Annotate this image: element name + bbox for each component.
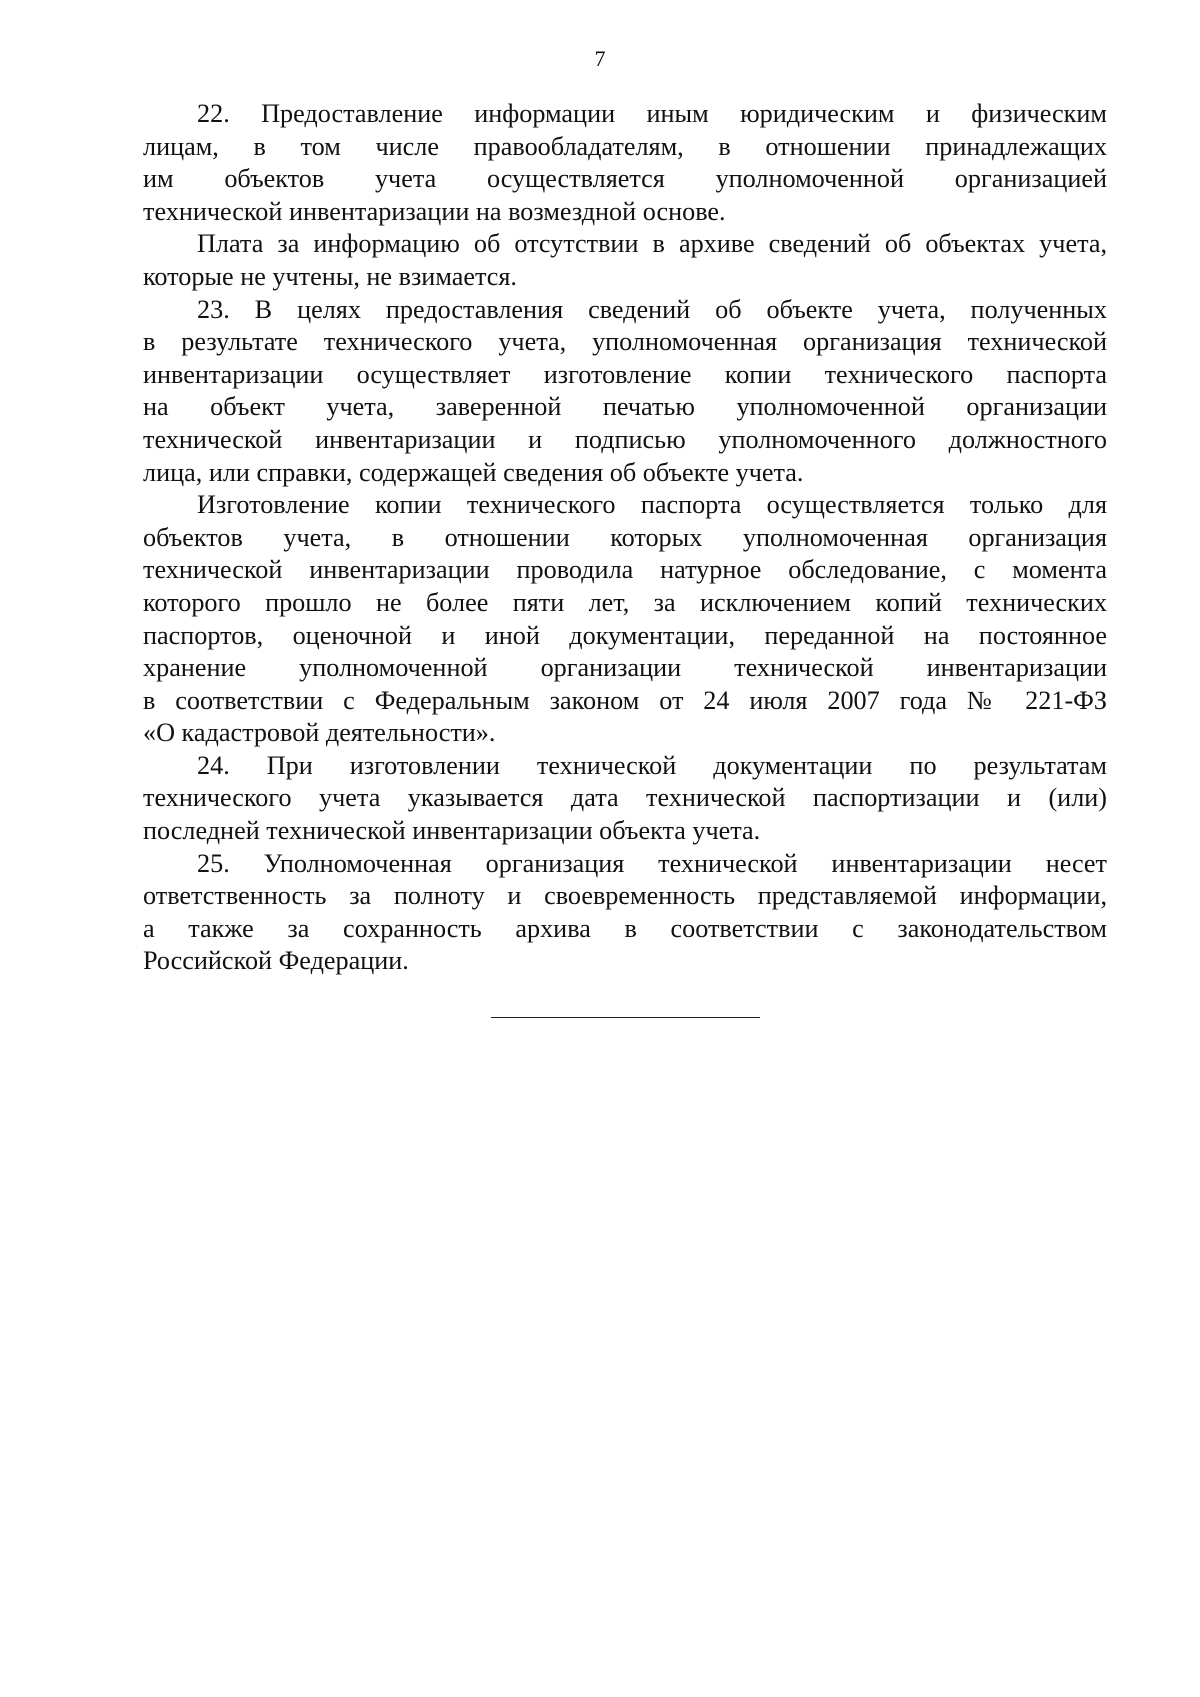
- paragraph-24: [143, 750, 1107, 848]
- text-line: которого прошло не более пяти лет, за исключением копий технических: [143, 587, 1107, 617]
- text-line: которые не учтены, не взимается.: [143, 261, 517, 291]
- text-line: Плата за информацию об отсутствии в архиве сведений об объектах учета,: [197, 229, 1107, 259]
- text-line: на объект учета, заверенной печатью уполномоченной организации: [143, 392, 1107, 422]
- text-line: в соответствии с Федеральным законом от 24 июля 2007 года № 221-ФЗ: [143, 685, 1107, 715]
- document-body: [143, 98, 1107, 978]
- text-line: 24. При изготовлении технической документации по результатам: [197, 750, 1107, 780]
- text-line: технической инвентаризации проводила натурное обследование, с момента: [143, 555, 1107, 585]
- end-of-document-rule: [491, 1017, 760, 1018]
- paragraph-23-copy: [143, 489, 1107, 750]
- paragraph-22-fee: [143, 228, 1107, 293]
- text-line: им объектов учета осуществляется уполномоченной организацией: [143, 164, 1107, 194]
- paragraph-23: [143, 294, 1107, 490]
- paragraph-22: [143, 98, 1107, 228]
- paragraph-25: [143, 848, 1107, 978]
- text-line: 25. Уполномоченная организация технической инвентаризации несет: [197, 848, 1107, 878]
- text-line: последней технической инвентаризации объекта учета.: [143, 816, 761, 846]
- text-line: а также за сохранность архива в соответствии с законодательством: [143, 913, 1107, 943]
- text-line: хранение уполномоченной организации технической инвентаризации: [143, 653, 1107, 683]
- text-line: лица, или справки, содержащей сведения об объекте учета.: [143, 457, 804, 487]
- text-line: технического учета указывается дата технической паспортизации и (или): [143, 783, 1107, 813]
- text-line: Изготовление копии технического паспорта осуществляется только для: [197, 490, 1107, 520]
- text-line: Российской Федерации.: [143, 946, 409, 976]
- text-line: «О кадастровой деятельности».: [143, 718, 496, 748]
- text-line: в результате технического учета, уполномоченная организация технической: [143, 327, 1107, 357]
- page-number: 7: [594, 46, 606, 71]
- text-line: инвентаризации осуществляет изготовление копии технического паспорта: [143, 359, 1107, 389]
- text-line: лицам, в том числе правообладателям, в отношении принадлежащих: [143, 131, 1107, 161]
- text-line: ответственность за полноту и своевременность представляемой информации,: [143, 881, 1107, 911]
- text-line: технической инвентаризации на возмездной основе.: [143, 196, 726, 226]
- text-line: объектов учета, в отношении которых уполномоченная организация: [143, 522, 1107, 552]
- text-line: технической инвентаризации и подписью уполномоченного должностного: [143, 424, 1107, 454]
- text-line: паспортов, оценочной и иной документации, переданной на постоянное: [143, 620, 1107, 650]
- text-line: 23. В целях предоставления сведений об объекте учета, полученных: [197, 294, 1107, 324]
- text-line: 22. Предоставление информации иным юридическим и физическим: [197, 99, 1107, 128]
